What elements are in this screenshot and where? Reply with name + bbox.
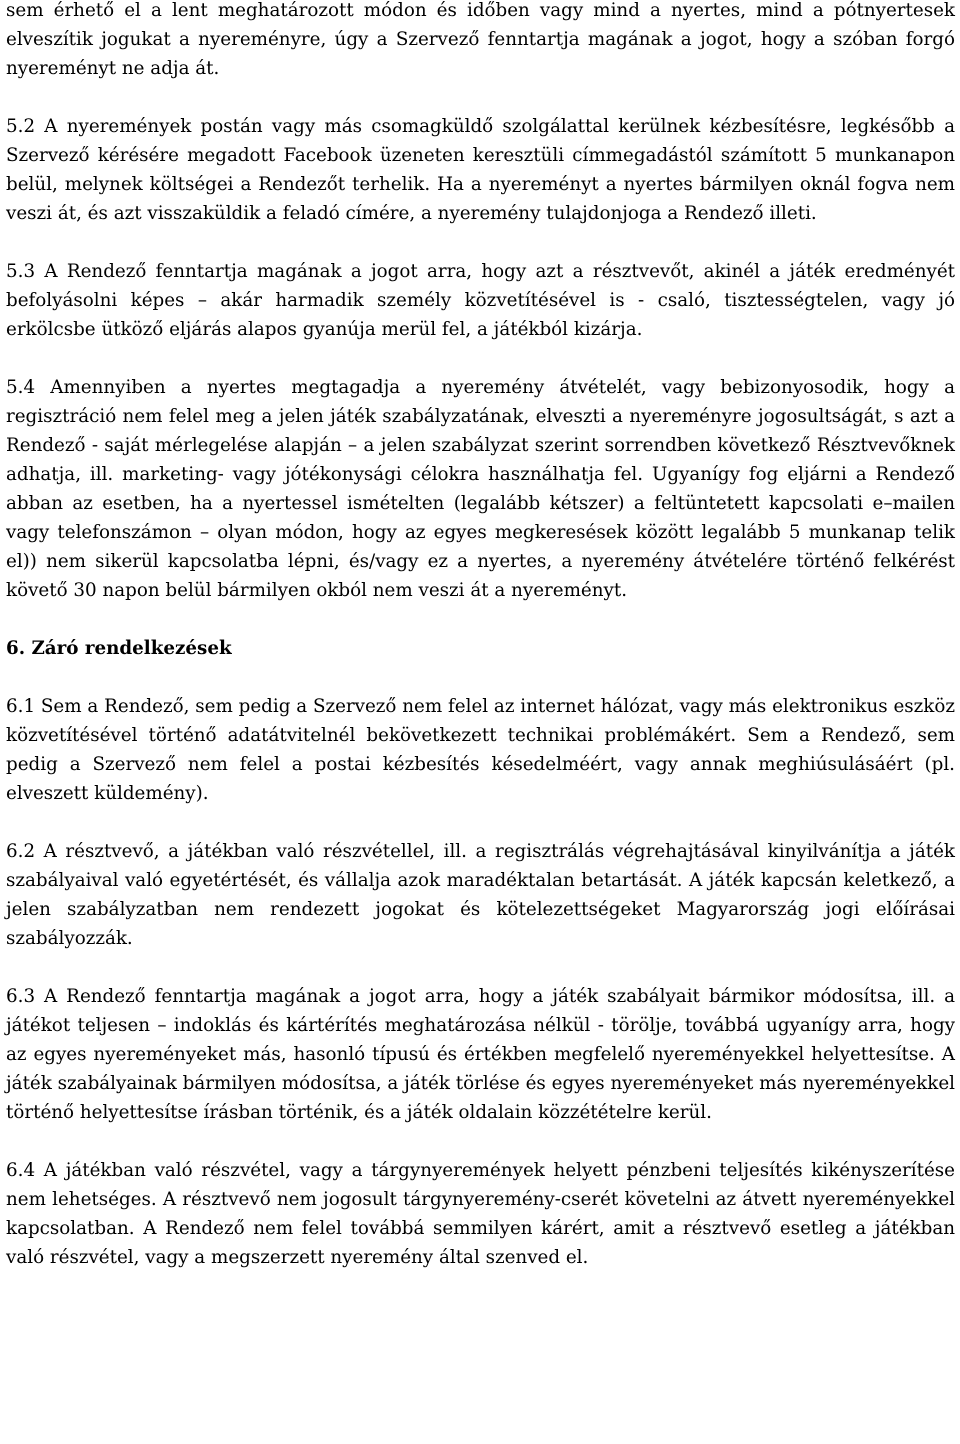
paragraph-5-4: 5.4 Amennyiben a nyertes megtagadja a nyeremény átvételét, vagy bebizonyosodik, hogy a regisztráció nem felel meg a jelen játék szabályzatának, elveszti a nyereményre jogosultságát, s azt a Rendező - saját mérlegelése alapján – a jelen szabályzat szerint sorrendben következő Résztvevőknek adhatja, ill. marketing- vagy jótékonysági célokra használhatja fel. Ugyanígy fog eljárni a Rendező abban az esetben, ha a nyertessel ismételten (legalább kétszer) a feltüntetett kapcsolati e–mailen vagy telefonszámon – olyan módon, hogy az egyes megkeresések között legalább 5 munkanap telik el)) nem sikerül kapcsolatba lépni, és/vagy ez a nyertes, a nyeremény átvételére történő felkérést követő 30 napon belül bármilyen okból nem veszi át a nyereményt. [6, 377, 955, 601]
paragraph-continuation: sem érhető el a lent meghatározott módon és időben vagy mind a nyertes, mind a pótnyertesek elveszítik jogukat a nyereményre, úgy a Szervező fenntartja magának a jogot, hogy a szóban forgó nyereményt ne adja át. [6, 0, 955, 79]
paragraph-6-4: 6.4 A játékban való részvétel, vagy a tárgynyeremények helyett pénzbeni teljesítés kikényszerítése nem lehetséges. A résztvevő nem jogosult tárgynyeremény-cserét követelni az átvett nyereményekkel kapcsolatban. A Rendező nem felel továbbá semmilyen kárért, amit a résztvevő esetleg a játékban való részvétel, vagy a megszerzett nyeremény által szenved el. [6, 1160, 955, 1268]
paragraph-5-3: 5.3 A Rendező fenntartja magának a jogot arra, hogy azt a résztvevőt, akinél a játék eredményét befolyásolni képes – akár harmadik személy közvetítésével is - csaló, tisztességtelen, vagy jó erkölcsbe ütköző eljárás alapos gyanúja merül fel, a játékból kizárja. [6, 261, 955, 340]
section-heading: 6. Záró rendelkezések [6, 638, 232, 659]
paragraph-6-3: 6.3 A Rendező fenntartja magának a jogot arra, hogy a játék szabályait bármikor módosítsa, ill. a játékot teljesen – indoklás és kártérítés meghatározása nélkül - törölje, továbbá ugyanígy arra, hogy az egyes nyereményeket más, hasonló típusú és értékben megfelelő nyereményekkel helyettesítse. A játék szabályainak bármilyen módosítsa, a játék törlése és egyes nyereményeket más nyereményekkel történő helyettesítse írásban történik, és a játék oldalain közzétételre kerül. [6, 986, 955, 1123]
paragraph-6-1: 6.1 Sem a Rendező, sem pedig a Szervező nem felel az internet hálózat, vagy más elektronikus eszköz közvetítésével történő adatátvitelnél bekövetkezett technikai problémákért. Sem a Rendező, sem pedig a Szervező nem felel a postai kézbesítés késedelméért, vagy annak meghiúsulásáért (pl. elveszett küldemény). [6, 696, 955, 804]
paragraph-5-2: 5.2 A nyeremények postán vagy más csomagküldő szolgálattal kerülnek kézbesítésre, legkésőbb a Szervező kérésére megadott Facebook üzeneten keresztüli címmegadástól számított 5 munkanapon belül, melynek költségei a Rendezőt terhelik. Ha a nyereményt a nyertes bármilyen oknál fogva nem veszi át, és azt visszaküldik a feladó címére, a nyeremény tulajdonjoga a Rendező illeti. [6, 116, 955, 224]
paragraph-6-2: 6.2 A résztvevő, a játékban való részvétellel, ill. a regisztrálás végrehajtásával kinyilvánítja a játék szabályaival való egyetértését, és vállalja azok maradéktalan betartását. A játék kapcsán keletkező, a jelen szabályzatban nem rendezett jogokat és kötelezettségeket Magyarország jogi előírásai szabályozzák. [6, 841, 955, 949]
